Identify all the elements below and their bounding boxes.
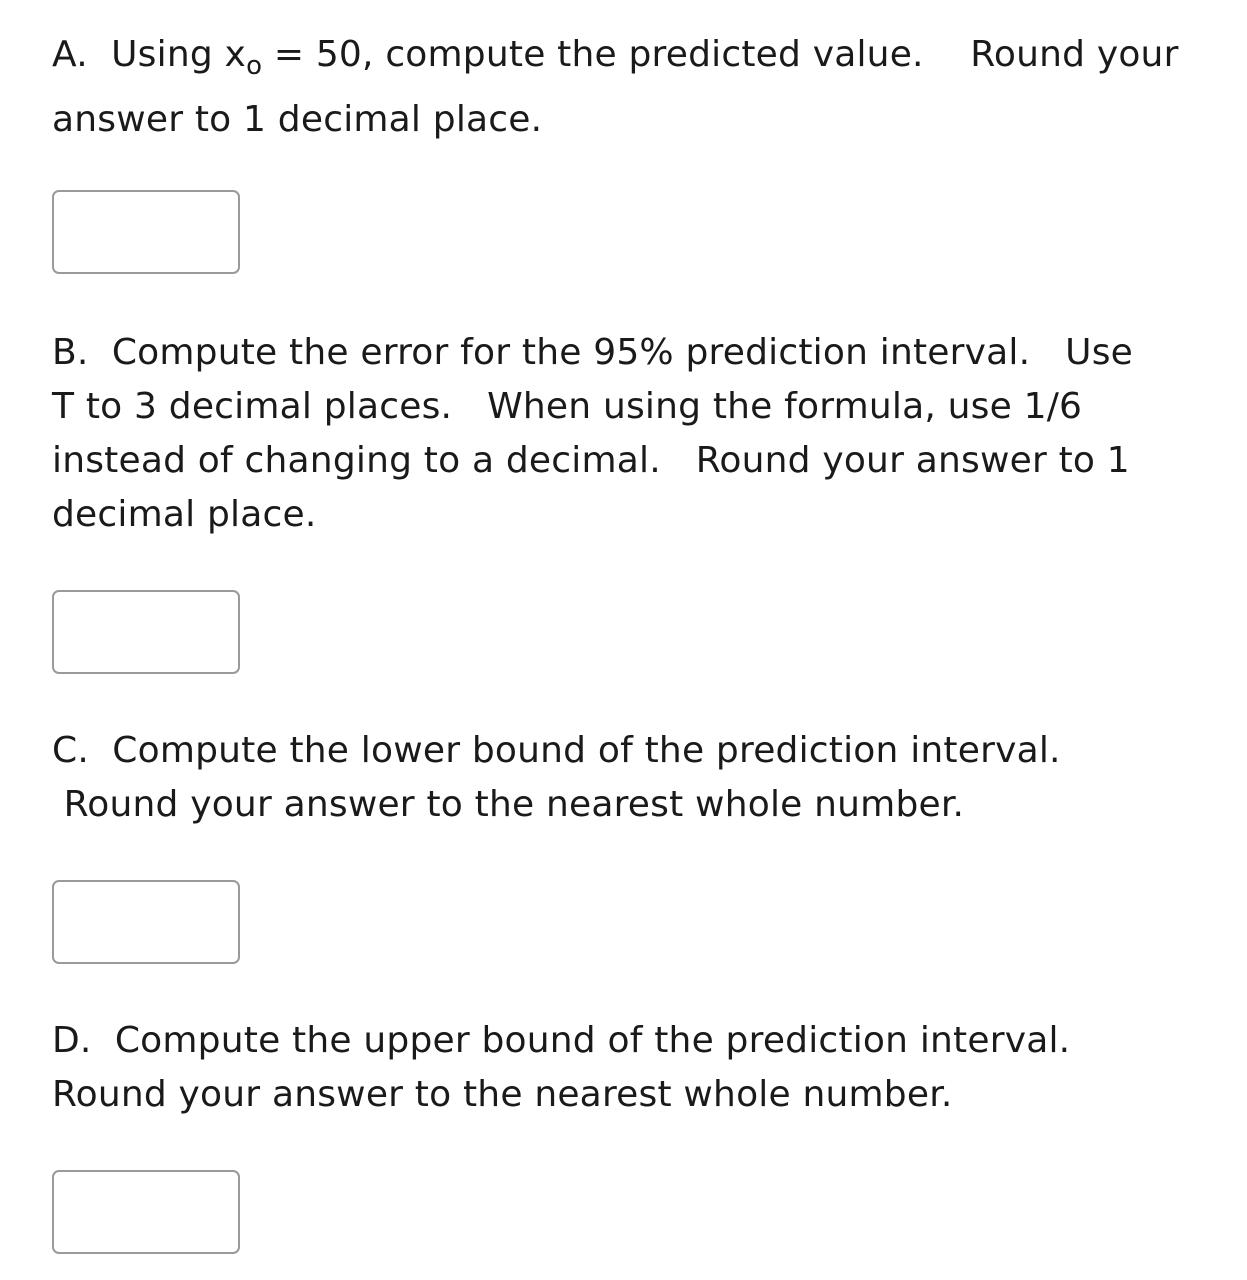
question-a-subscript: o [246, 51, 263, 81]
question-d-line-2: Round your answer to the nearest whole number. [52, 1074, 953, 1115]
question-b-line-3: instead of changing to a decimal. Round your answer to 1 [52, 440, 1130, 481]
question-c-text [52, 724, 1222, 832]
question-a-line-1-end: = 50, compute the predicted value. Round your [262, 34, 1179, 75]
answer-input-a[interactable] [52, 190, 240, 274]
question-c-line-1: C. Compute the lower bound of the prediction interval. [52, 730, 1061, 771]
answer-input-d[interactable] [52, 1170, 240, 1254]
question-b-line-2: T to 3 decimal places. When using the formula, use 1/6 [52, 386, 1083, 427]
question-b-text [52, 326, 1222, 542]
question-b-line-1: B. Compute the error for the 95% prediction interval. Use [52, 332, 1134, 373]
question-a-line-2: answer to 1 decimal place. [52, 99, 543, 140]
answer-input-c[interactable] [52, 880, 240, 964]
question-a-text [52, 28, 1222, 147]
question-d-text [52, 1014, 1222, 1122]
question-a-line-1-start: A. Using x [52, 34, 247, 75]
question-a-line-1 [52, 28, 1222, 93]
question-d-line-1: D. Compute the upper bound of the prediction interval. [52, 1020, 1071, 1061]
question-c-line-2: Round your answer to the nearest whole number. [52, 784, 965, 825]
answer-input-b[interactable] [52, 590, 240, 674]
question-b-line-4: decimal place. [52, 494, 317, 535]
